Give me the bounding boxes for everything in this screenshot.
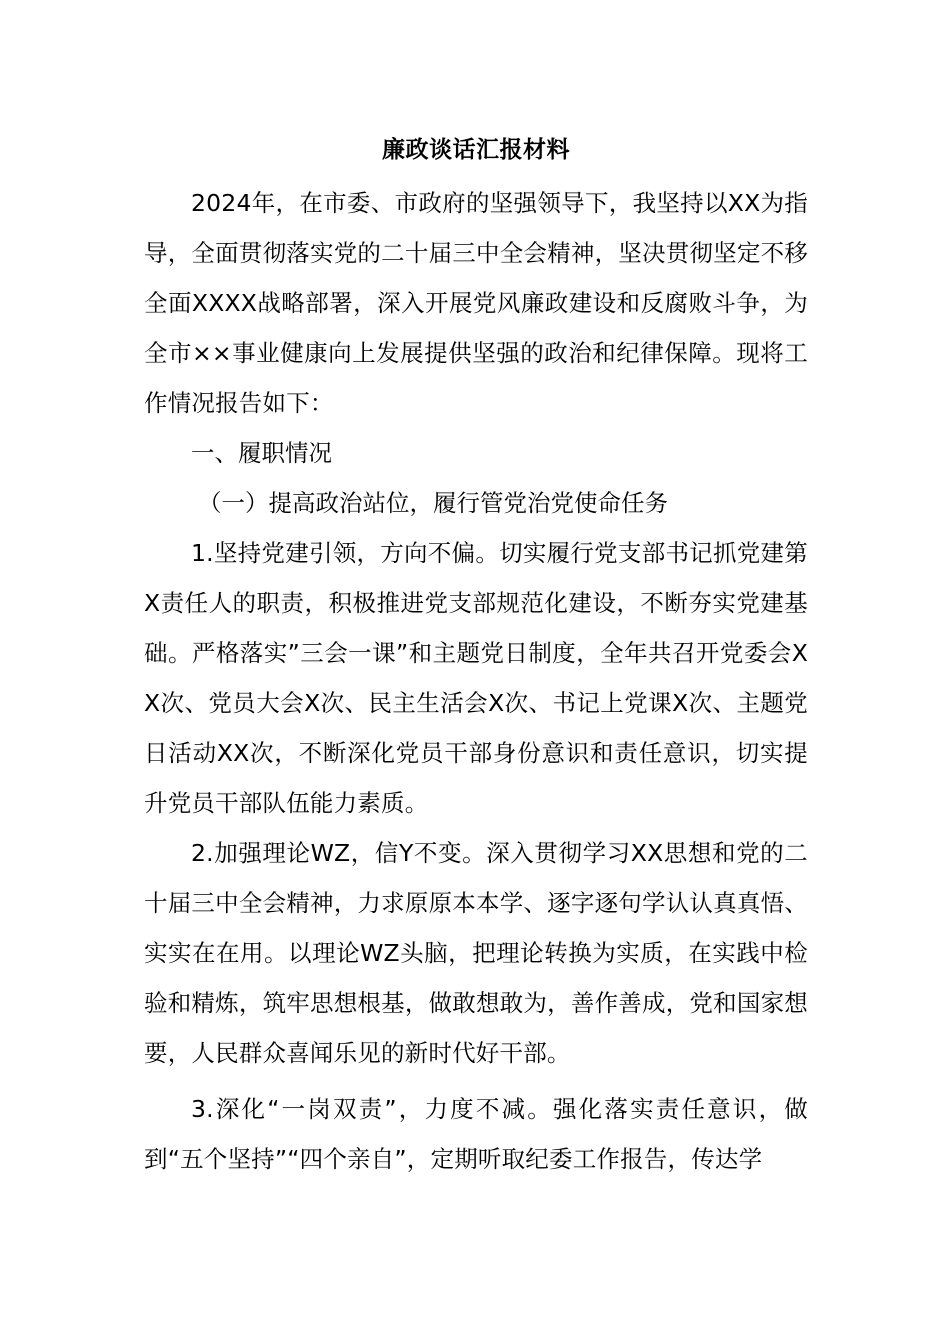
item-paragraph-2: 2.加强理论WZ，信Y不变。深入贯彻学习XX思想和党的二十届三中全会精神，力求原原本本学、逐字逐句学认认真真悟、实实在在用。以理论WZ头脑，把理论转换为实质，在实践中检验和精炼，筑牢思想根基，做敢想敢为，善作善成，党和国家想要，人民群众喜闻乐见的新时代好干部。 — [144, 839, 808, 1067]
document-title: 廉政谈话汇报材料 — [382, 137, 570, 163]
item-paragraph-1: 1.坚持党建引领，方向不偏。切实履行党支部书记抓党建第X责任人的职责，积极推进党支部规范化建设，不断夯实党建基础。严格落实”三会一课”和主题党日制度，全年共召开党委会XX次、党员大会X次、民主生活会X次、书记上党课X次、主题党日活动XX次，不断深化党员干部身份意识和责任意识，切实提升党员干部队伍能力素质。 — [144, 539, 808, 817]
intro-paragraph: 2024年，在市委、市政府的坚强领导下，我坚持以XX为指导，全面贯彻落实党的二十届三中全会精神，坚决贯彻坚定不移全面XXXX战略部署，深入开展党风廉政建设和反腐败斗争，为全市××事业健康向上发展提供坚强的政治和纪律保障。现将工作情况报告如下： — [144, 189, 808, 417]
subsection-heading-1: （一）提高政治站位，履行管党治党使命任务 — [198, 489, 669, 517]
document-page — [144, 128, 808, 1184]
item-paragraph-3: 3.深化“一岗双责”，力度不减。强化落实责任意识，做到“五个坚持”“四个亲自”，定期听取纪委工作报告，传达学 — [144, 1095, 808, 1173]
section-heading-1: 一、履职情况 — [191, 439, 332, 467]
